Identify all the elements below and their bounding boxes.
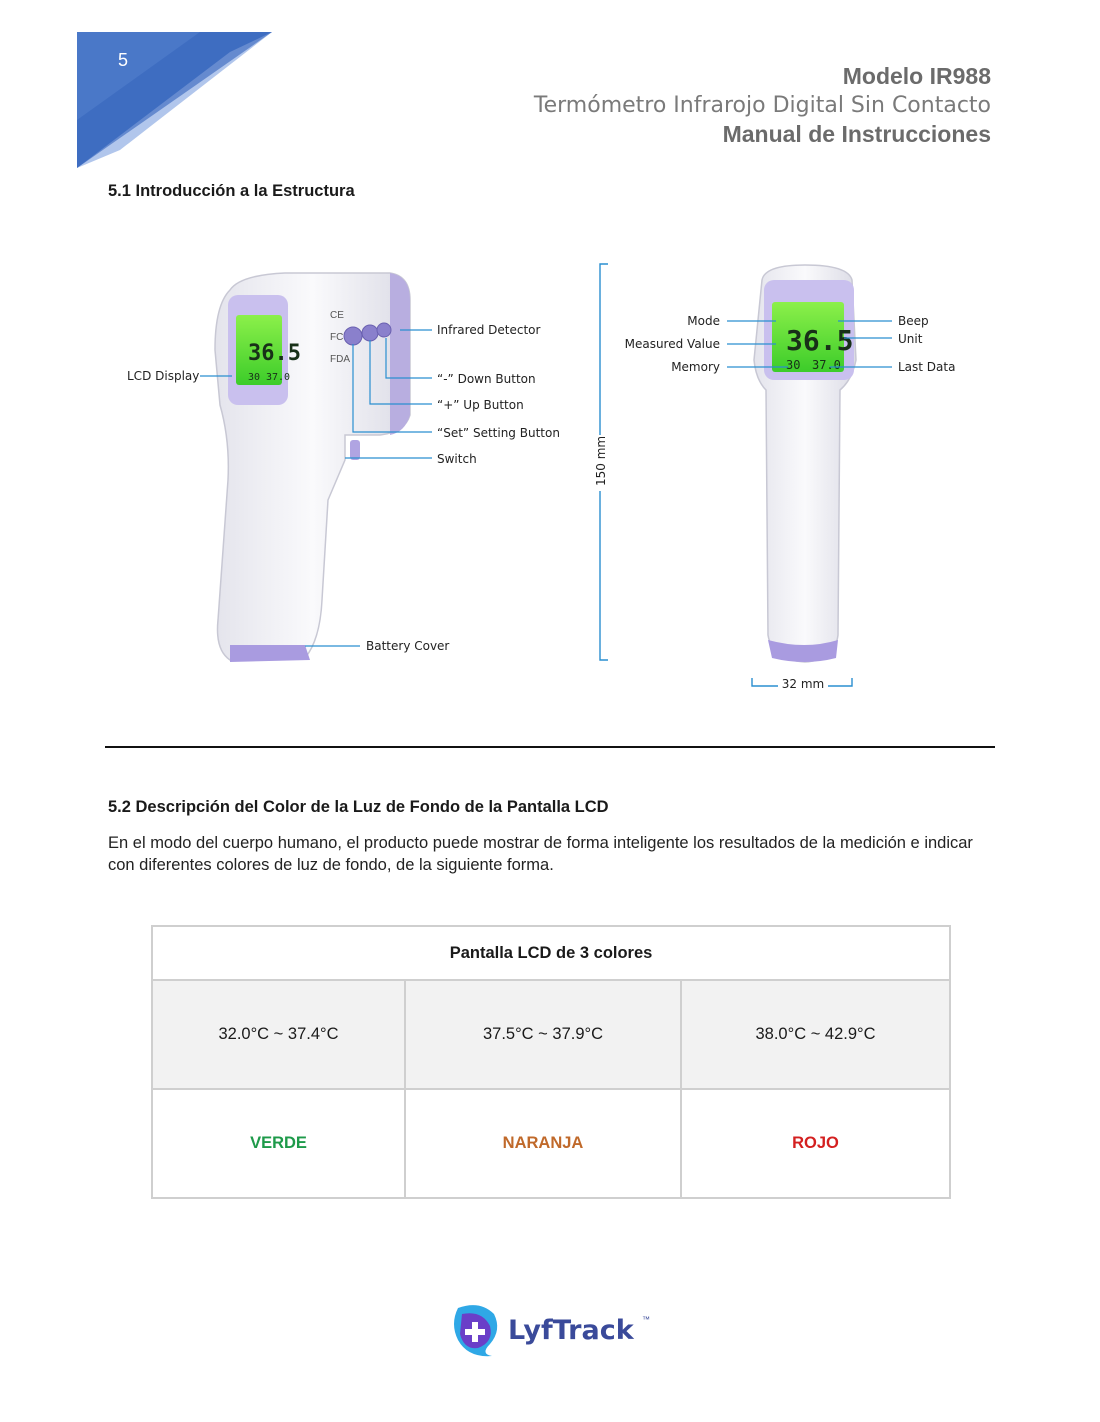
section-1-title: 5.1 Introducción a la Estructura [108, 182, 355, 200]
logo-trademark: ™ [642, 1315, 650, 1324]
front-lcd-last: 37.0 [812, 358, 841, 372]
lcd-main-value: 36.5 [248, 341, 301, 366]
thermometer-diagram [100, 240, 1000, 700]
lyftrack-logo [450, 1300, 660, 1360]
range-red: 38.0°C ~ 42.9°C [681, 980, 950, 1089]
front-lcd-main: 36.5 [786, 324, 854, 357]
color-green: VERDE [152, 1089, 405, 1198]
label-infrared-detector: Infrared Detector [437, 323, 541, 337]
lcd-color-table [151, 925, 951, 1199]
section-divider [105, 746, 995, 748]
down-button-shape [344, 327, 362, 345]
lcd-last-value: 37.0 [266, 372, 291, 383]
logo-text: LyfTrack [508, 1315, 634, 1346]
product-subtitle: Termómetro Infrarojo Digital Sin Contacto [533, 93, 991, 118]
ce-mark: CE [330, 310, 344, 321]
section-2-title: 5.2 Descripción del Color de la Luz de Fondo de la Pantalla LCD [108, 798, 609, 816]
label-beep: Beep [898, 314, 929, 328]
label-mode: Mode [687, 314, 720, 328]
label-switch: Switch [437, 452, 477, 466]
label-unit: Unit [898, 332, 923, 346]
label-memory: Memory [671, 360, 720, 374]
color-red: ROJO [681, 1089, 950, 1198]
label-set-button: “Set” Setting Button [437, 426, 560, 440]
fda-mark: FDA [330, 354, 350, 365]
section-2-paragraph: En el modo del cuerpo humano, el producto puede mostrar de forma inteligente los resultados de la medición e indicar con diferentes colores de luz de fondo, de la siguiente forma. [108, 834, 973, 874]
model-title: Modelo IR988 [842, 63, 991, 89]
width-dimension [752, 677, 852, 691]
page-number: 5 [117, 50, 128, 70]
color-orange: NARANJA [405, 1089, 681, 1198]
label-last-data: Last Data [898, 360, 956, 374]
manual-title: Manual de Instrucciones [722, 121, 991, 147]
range-green: 32.0°C ~ 37.4°C [152, 980, 405, 1089]
height-dimension [590, 264, 610, 660]
label-lcd-display: LCD Display [127, 369, 200, 383]
label-battery-cover: Battery Cover [366, 639, 450, 653]
label-measured-value: Measured Value [624, 337, 720, 351]
front-lcd-memory: 30 [786, 358, 801, 372]
fc-mark: FC [330, 332, 344, 343]
label-width: 32 mm [781, 677, 825, 691]
table-header: Pantalla LCD de 3 colores [152, 926, 950, 980]
label-up-button: “+” Up Button [437, 398, 524, 412]
range-orange: 37.5°C ~ 37.9°C [405, 980, 681, 1089]
label-height: 150 mm [594, 435, 608, 486]
corner-decoration [0, 0, 280, 175]
set-button-shape [377, 323, 391, 337]
up-button-shape [362, 325, 378, 341]
lcd-memory-value: 30 [248, 372, 261, 383]
front-view-thermometer [625, 265, 956, 662]
side-view-thermometer [127, 273, 560, 662]
label-down-button: “-” Down Button [437, 372, 536, 386]
